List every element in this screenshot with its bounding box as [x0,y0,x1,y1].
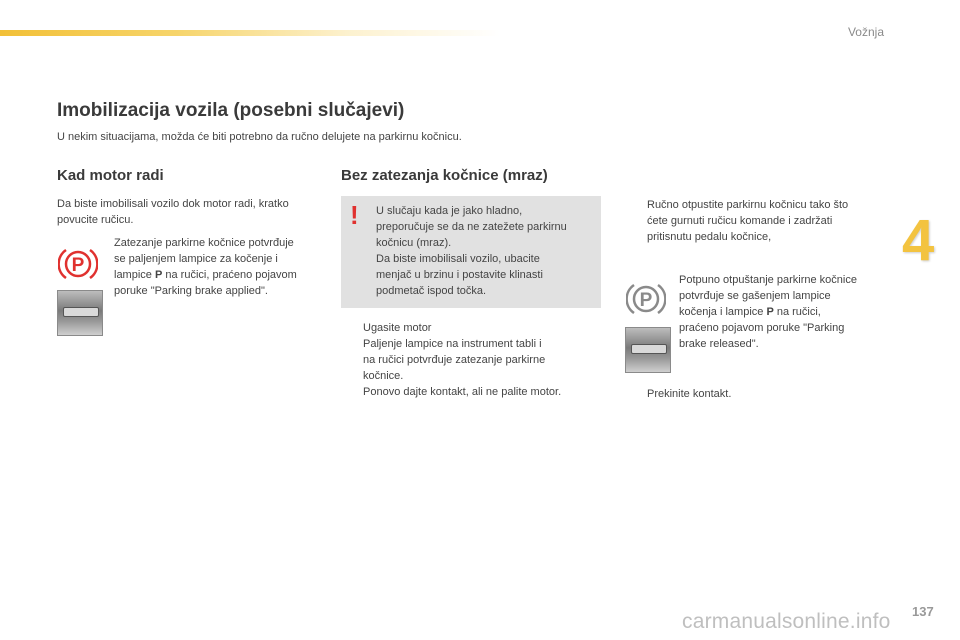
warning-line: U slučaju kada je jako hladno, [376,205,523,217]
warning-line: menjač u brzinu i postavite klinasti [376,269,543,281]
left-para1-line1: Da biste imobilisali vozilo dok motor radi, kratko [57,198,289,210]
warning-line: preporučuje se da ne zatežete parkirnu [376,221,567,233]
left-heading: Kad motor radi [57,167,164,184]
middle-step1-line: na ručici potvrđuje zatezanje parkirne [363,354,546,366]
warning-icon: ! [350,200,359,230]
parking-brake-on-icon [58,244,98,284]
parking-brake-off-letter: P [639,290,653,311]
right-step1-line: ćete gurnuti ručicu komande i zadržati [647,215,833,227]
warning-line: kočnicu (mraz). [376,237,452,249]
header-accent-bar [0,30,500,36]
page-number: 137 [912,604,934,619]
right-step1-line: Ručno otpustite parkirnu kočnicu tako što [647,199,849,211]
right-note-line5: brake released". [679,338,759,350]
middle-step2: Ponovo dajte kontakt, ali ne palite motor. [363,386,562,398]
intro-text: U nekim situacijama, možda će biti potrebno da ručno delujete na parkirnu kočnicu. [57,131,462,143]
handbrake-lever-photo [57,290,103,336]
left-note-line4: poruke "Parking brake applied". [114,285,268,297]
middle-heading: Bez zatezanja kočnice (mraz) [341,167,548,184]
right-note-line3: kočenja i lampice P na ručici, [679,306,821,318]
left-para1-line2: povucite ručicu. [57,214,134,226]
left-note-line1: Zatezanje parkirne kočnice potvrđuje [114,237,294,249]
warning-line: podmetač ispod točka. [376,285,487,297]
middle-step1-line: kočnice. [363,370,404,382]
page-title: Imobilizacija vozila (posebni slučajevi) [57,100,405,121]
warning-line: Da biste imobilisali vozilo, ubacite [376,253,540,265]
middle-step1-line: Ugasite motor [363,322,432,334]
watermark: carmanualsonline.info [682,610,891,633]
parking-brake-off-icon [626,279,666,319]
right-note-line4: praćeno pojavom poruke "Parking [679,322,845,334]
right-note-line1: Potpuno otpuštanje parkirne kočnice [679,274,857,286]
parking-brake-on-letter: P [71,255,85,276]
chapter-number: 4 [902,208,935,273]
handbrake-lever-released-photo [625,327,671,373]
right-step1-line: pritisnutu pedalu kočnice, [647,231,772,243]
section-label: Vožnja [847,25,884,39]
left-note-line2: se paljenjem lampice za kočenje i [114,253,278,265]
right-step2: Prekinite kontakt. [647,388,732,400]
right-note-line2: potvrđuje se gašenjem lampice [679,290,831,302]
left-note-line3: lampice P na ručici, praćeno pojavom [114,269,297,281]
middle-step1-line: Paljenje lampice na instrument tabli i [363,338,542,350]
